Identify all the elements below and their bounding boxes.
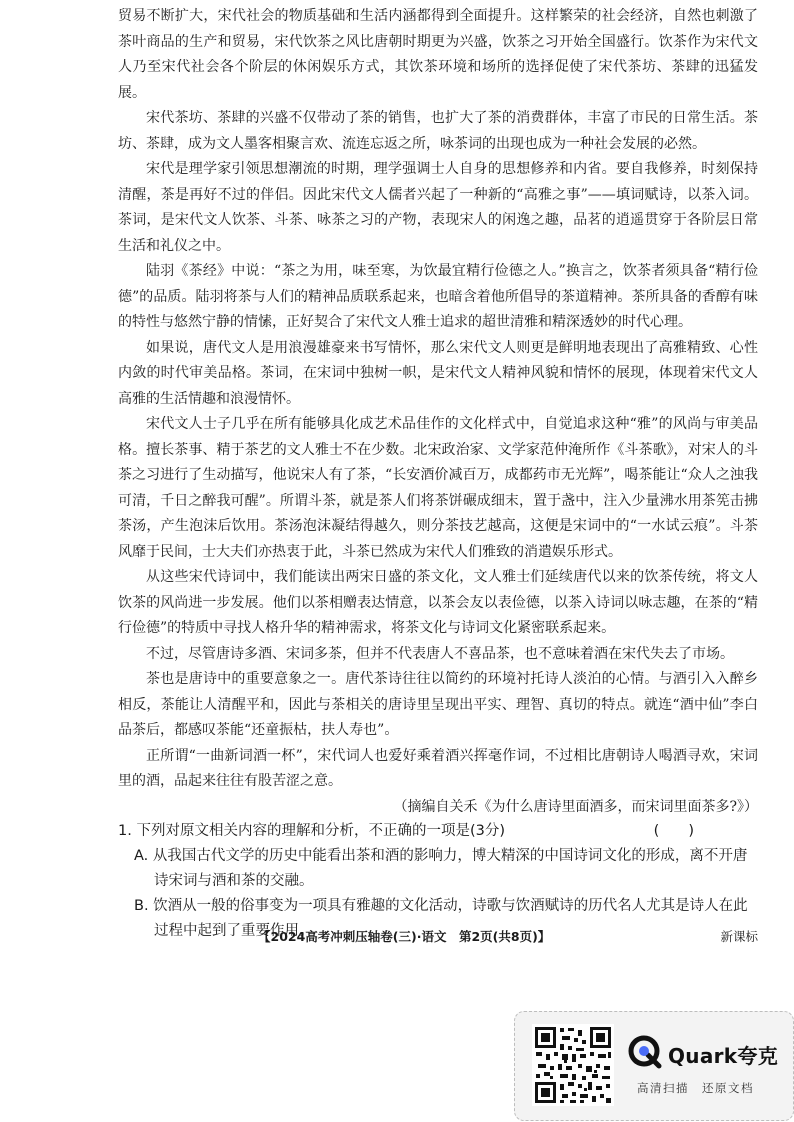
article-paragraph: 宋代文人士子几乎在所有能够具化成艺术品佳作的文化样式中，自觉追求这种“雅”的风尚与审美品格。擅长茶事、精于茶艺的文人雅士不在少数。北宋政治家、文学家范仲淹所作《斗茶歌》，对宋人的斗茶之习进行了生动描写，他说宋人有了茶，“长安酒价减百万，成都药市无光辉”，喝茶能让“众人之浊我可清，千日之醉我可醒”。所谓斗茶，就是茶人们将茶饼碾成细末，置于盏中，注入少量沸水用茶筅击拂茶汤，产生泡沫后饮用。茶汤泡沫凝结得越久，则分茶技艺越高，这便是宋词中的“一水试云痕”。斗茶风靡于民间，士大夫们亦热衷于此，斗茶已然成为宋代人们雅致的消遣娱乐形式。 [118,416,758,560]
article-paragraph: 宋代茶坊、茶肆的兴盛不仅带动了茶的销售，也扩大了茶的消费群体，丰富了市民的日常生活。茶坊、茶肆，成为文人墨客相聚言欢、流连忘返之所，咏茶词的出现也成为一种社会发展的必然。 [118,110,758,152]
quark-brand [628,1034,778,1070]
option-a: A. 从我国古代文学的历史中能看出茶和酒的影响力，博大精深的中国诗词文化的形成，离不开唐诗宋词与酒和茶的交融。 [134,847,748,889]
article-paragraph: 宋代是理学家引领思想潮流的时期，理学强调士人自身的思想修养和内省。要自我修养，时刻保持清醒，茶是再好不过的伴侣。因此宋代文人儒者兴起了一种新的“高雅之事”——填词赋诗，以茶入词。茶词，是宋代文人饮茶、斗茶、咏茶之习的产物，表现宋人的闲逸之趣，品茗的逍遥贯穿于各阶层日常生活和礼仪之中。 [118,161,758,254]
curriculum-label: 新课标 [720,929,758,944]
article-paragraph: 不过，尽管唐诗多酒、宋词多茶，但并不代表唐人不喜品茶，也不意味着酒在宋代失去了市场。 [146,645,734,662]
article-paragraph: 贸易不断扩大，宋代社会的物质基础和生活内涵都得到全面提升。这样繁荣的社会经济，自然也刺激了茶叶商品的生产和贸易，宋代饮茶之风比唐朝时期更为兴盛，饮茶之习开始全国盛行。饮茶作为宋代文人乃至宋代社会各个阶层的休闲娱乐方式，其饮茶环境和场所的选择促使了宋代茶坊、茶肆的迅猛发展。 [118,8,758,101]
question-stem-row [118,819,758,844]
brand-name: Quark夸克 [668,1044,779,1068]
article-source: （摘编自关禾《为什么唐诗里面酒多，而宋词里面茶多?》） [393,798,758,815]
article-body [118,4,758,944]
article-paragraph: 陆羽《茶经》中说：“茶之为用，味至寒，为饮最宜精行俭德之人。”换言之，饮茶者须具备“精行俭德”的品质。陆羽将茶与人们的精神品质联系起来，也暗含着他所倡导的茶道精神。茶所具备的香醇有味的特性与悠然宁静的情愫，正好契合了宋代文人雅士追求的超世清雅和精深透妙的时代心理。 [118,263,758,330]
quark-logo-icon [628,1035,662,1069]
article-paragraph: 茶也是唐诗中的重要意象之一。唐代茶诗往往以简约的环境衬托诗人淡泊的心情。与酒引入入醉乡相反，茶能让人清醒平和，因此与茶相关的唐诗里呈现出平实、理智、真切的特点。就连“酒中仙”李白品茶后，都感叹茶能“还童振枯，扶人寿也”。 [118,671,758,738]
article-paragraph: 正所谓“一曲新词酒一杯”，宋代词人也爱好乘着酒兴挥毫作词，不过相比唐朝诗人喝酒寻欢，宋词里的酒，品起来往往有股苦涩之意。 [118,747,758,789]
article-paragraph: 如果说，唐代文人是用浪漫雄豪来书写情怀，那么宋代文人则更是鲜明地表现出了高雅精致、心性内敛的时代审美品格。茶词，在宋词中独树一帜，是宋代文人精神风貌和情怀的展现，体现着宋代文人高雅的生活情趣和浪漫情怀。 [118,339,758,407]
brand-tagline: 高清扫描 还原文档 [637,1081,754,1095]
option-b: B. 饮酒从一般的俗事变为一项具有雅趣的文化活动，诗歌与饮酒赋诗的历代名人尤其是诗人在此过程中起到了重要作用。 [134,897,748,939]
qr-code-icon[interactable] [532,1024,614,1106]
scanner-watermark [514,1011,794,1121]
answer-bracket[interactable]: ( ) [653,822,694,839]
page-footer [258,927,758,945]
article-paragraph: 从这些宋代诗词中，我们能读出两宋日盛的茶文化，文人雅士们延续唐代以来的饮茶传统，将文人饮茶的风尚进一步发展。他们以茶相赠表达情意，以茶会友以表俭德，以茶入诗词以咏志趣，在茶的“精行俭德”的特质中寻找人格升华的精神需求，将茶文化与诗词文化紧密联系起来。 [118,569,758,636]
question-1 [118,819,758,944]
footer-title: 【2024高考冲刺压轴卷(三)·语文 第2页(共8页)】 [258,929,551,944]
question-stem: 1. 下列对原文相关内容的理解和分析，不正确的一项是(3分) [118,822,505,839]
